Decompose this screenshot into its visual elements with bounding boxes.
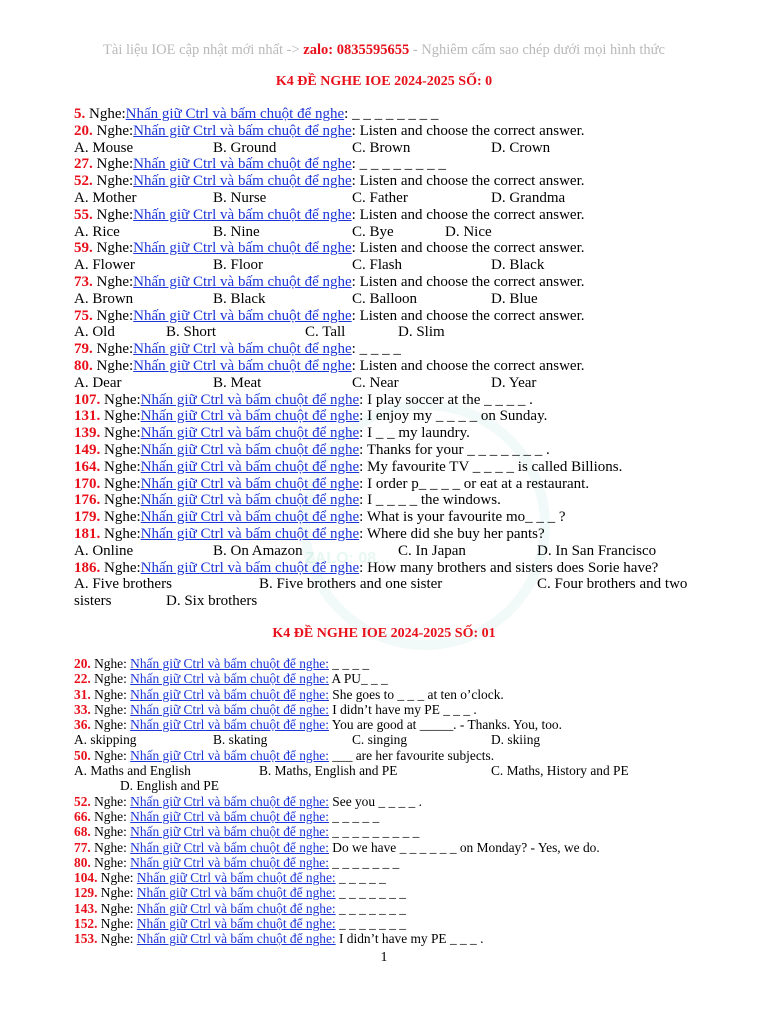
listen-link[interactable]: Nhấn giữ Ctrl và bấm chuột để nghe <box>140 441 360 458</box>
answer-option[interactable]: A. Dear <box>74 374 122 391</box>
answer-option[interactable]: B. skating <box>213 732 268 748</box>
question-line <box>74 156 724 173</box>
question-line <box>74 687 724 702</box>
question-prefix: Nghe: <box>90 747 131 763</box>
question-line <box>74 840 724 855</box>
header-zalo: zalo: 0835595655 <box>303 42 410 58</box>
watermark-text: ZALO: 08... <box>305 550 390 567</box>
section-title-01: K4 ĐỀ NGHE IOE 2024-2025 SỐ: 01 <box>272 626 496 641</box>
answer-option[interactable]: C. Tall <box>305 324 346 341</box>
listen-link[interactable]: Nhấn giữ Ctrl và bấm chuột để nghe <box>140 408 360 425</box>
listen-link[interactable]: Nhấn giữ Ctrl và bấm chuột để nghe: <box>130 824 329 840</box>
question-line <box>74 425 724 442</box>
question-line <box>74 308 724 325</box>
answer-option[interactable]: A. Mouse <box>74 139 134 156</box>
page-header <box>0 42 768 59</box>
question-number: 68. <box>74 824 91 840</box>
question-prefix: Nghe: <box>97 885 137 901</box>
question-prefix: Nghe: <box>90 656 131 671</box>
option-row <box>74 190 724 207</box>
question-line <box>74 392 724 409</box>
question-prefix: Nghe: <box>100 408 141 425</box>
question-number: 179. <box>74 509 101 526</box>
option-row <box>74 543 724 560</box>
listen-link[interactable]: Nhấn giữ Ctrl và bấm chuột để nghe <box>133 341 352 358</box>
question-line <box>74 526 724 543</box>
header-suffix: - Nghiêm cấm sao chép dưới mọi hình thức <box>409 42 665 58</box>
answer-option[interactable]: D. Crown <box>491 139 551 156</box>
listen-link[interactable]: Nhấn giữ Ctrl và bấm chuột để nghe <box>140 559 360 576</box>
listen-link[interactable]: Nhấn giữ Ctrl và bấm chuột để nghe: <box>130 839 329 855</box>
question-line <box>74 459 724 476</box>
section-0-questions <box>74 106 724 610</box>
question-text: : What is your favourite mo_ _ _ ? <box>359 509 566 526</box>
question-line <box>74 656 724 671</box>
listen-link[interactable]: Nhấn giữ Ctrl và bấm chuột để nghe <box>133 240 352 257</box>
question-line <box>74 173 724 190</box>
question-number: 55. <box>74 206 93 223</box>
question-prefix: Nghe: <box>100 441 141 458</box>
question-text: : Thanks for your _ _ _ _ _ _ _ . <box>359 441 550 458</box>
question-number: 186. <box>74 559 101 576</box>
question-prefix: Nghe: <box>100 509 141 526</box>
question-prefix: Nghe: <box>85 106 126 122</box>
listen-link[interactable]: Nhấn giữ Ctrl và bấm chuột để nghe <box>140 475 360 492</box>
option-row <box>74 324 724 341</box>
question-line <box>74 408 724 425</box>
answer-option[interactable]: A. Five brothers <box>74 576 172 593</box>
question-prefix: Nghe: <box>100 458 141 475</box>
question-text: See you _ _ _ _ . <box>328 793 422 809</box>
question-prefix: Nghe: <box>90 793 131 809</box>
listen-link[interactable]: Nhấn giữ Ctrl và bấm chuột để nghe: <box>130 793 329 809</box>
question-prefix: Nghe: <box>90 671 131 687</box>
question-number: 107. <box>74 391 101 408</box>
option-row <box>74 224 724 241</box>
listen-link[interactable]: Nhấn giữ Ctrl và bấm chuột để nghe: <box>136 870 336 886</box>
listen-link[interactable]: Nhấn giữ Ctrl và bấm chuột để nghe <box>133 273 352 290</box>
listen-link[interactable]: Nhấn giữ Ctrl và bấm chuột để nghe: <box>130 656 329 671</box>
question-number: 52. <box>74 793 91 809</box>
question-line <box>74 476 724 493</box>
answer-option[interactable]: A. Brown <box>74 290 134 307</box>
answer-option[interactable]: A. Maths and English <box>74 763 191 779</box>
question-prefix: Nghe: <box>100 391 141 408</box>
question-prefix: Nghe: <box>90 701 131 717</box>
option-row <box>74 140 724 157</box>
question-number: 80. <box>74 357 93 374</box>
question-prefix: Nghe: <box>92 357 134 374</box>
answer-option[interactable]: D. Grandma <box>491 189 566 206</box>
listen-link[interactable]: Nhấn giữ Ctrl và bấm chuột để nghe <box>133 307 352 324</box>
question-text: ___ are her favourite subjects. <box>328 747 495 763</box>
listen-link[interactable]: Nhấn giữ Ctrl và bấm chuột để nghe: <box>130 686 329 702</box>
question-line <box>74 717 724 732</box>
option-row <box>74 732 724 747</box>
question-prefix: Nghe: <box>97 900 137 916</box>
question-text: : Listen and choose the correct answer. <box>351 307 585 324</box>
question-text: : _ _ _ _ <box>351 341 401 358</box>
header-prefix: Tài liệu IOE cập nhật mới nhất -> <box>103 42 304 58</box>
question-prefix: Nghe: <box>100 525 141 542</box>
answer-option[interactable]: A. Old <box>74 324 115 341</box>
answer-option[interactable]: C. singing <box>352 732 408 748</box>
question-prefix: Nghe: <box>100 425 141 442</box>
answer-option[interactable]: D. skiing <box>491 732 541 748</box>
question-text: : Listen and choose the correct answer. <box>351 240 585 257</box>
question-prefix: Nghe: <box>92 122 134 139</box>
answer-option[interactable]: A. Flower <box>74 257 135 274</box>
question-number: 131. <box>74 408 101 425</box>
question-text: _ _ _ _ <box>328 656 370 671</box>
answer-option[interactable]: D. Year <box>491 374 537 391</box>
question-number: 152. <box>74 916 98 932</box>
question-text: _ _ _ _ _ _ _ _ _ <box>328 824 420 840</box>
question-text: : My favourite TV _ _ _ _ is called Billions. <box>359 458 623 475</box>
question-text: _ _ _ _ _ _ _ <box>328 854 400 870</box>
answer-option[interactable]: C. Father <box>352 189 408 206</box>
answer-option[interactable]: B. Floor <box>213 257 264 274</box>
question-line <box>74 106 724 123</box>
question-text: : I order p_ _ _ _ or eat at a restaurant. <box>359 475 590 492</box>
listen-link[interactable]: Nhấn giữ Ctrl và bấm chuột để nghe: <box>130 808 329 824</box>
listen-link[interactable]: Nhấn giữ Ctrl và bấm chuột để nghe <box>133 173 352 190</box>
answer-option[interactable]: C. Balloon <box>352 290 418 307</box>
question-line <box>74 560 724 577</box>
listen-link[interactable]: Nhấn giữ Ctrl và bấm chuột để nghe <box>140 425 360 442</box>
answer-option[interactable]: C. Near <box>352 374 399 391</box>
question-number: 66. <box>74 808 91 824</box>
question-text: : Listen and choose the correct answer. <box>351 122 585 139</box>
question-number: 59. <box>74 240 93 257</box>
question-line <box>74 870 724 885</box>
question-line <box>74 671 724 686</box>
listen-link[interactable]: Nhấn giữ Ctrl và bấm chuột để nghe <box>140 525 360 542</box>
question-line <box>74 885 724 900</box>
question-number: 170. <box>74 475 101 492</box>
answer-option[interactable]: D. Blue <box>491 290 538 307</box>
option-row <box>74 763 724 778</box>
option-row <box>74 593 724 610</box>
question-prefix: Nghe: <box>97 916 137 932</box>
question-prefix: Nghe: <box>92 307 134 324</box>
answer-option[interactable]: A. Rice <box>74 223 120 240</box>
question-line <box>74 509 724 526</box>
answer-option[interactable]: A. skipping <box>74 732 137 748</box>
answer-option[interactable]: B. Meat <box>213 374 262 391</box>
question-number: 104. <box>74 870 98 886</box>
question-text: : I enjoy my _ _ _ _ on Sunday. <box>359 408 548 425</box>
answer-option[interactable]: B. Maths, English and PE <box>259 763 398 779</box>
question-line <box>74 748 724 763</box>
question-prefix: Nghe: <box>100 492 141 509</box>
question-prefix: Nghe: <box>97 870 137 886</box>
question-text: _ _ _ _ _ <box>335 870 386 886</box>
listen-link[interactable]: Nhấn giữ Ctrl và bấm chuột để nghe <box>133 206 352 223</box>
question-text: : I play soccer at the _ _ _ _ . <box>359 391 533 408</box>
question-prefix: Nghe: <box>90 808 131 824</box>
question-text: : Where did she buy her pants? <box>359 525 545 542</box>
question-prefix: Nghe: <box>90 686 131 702</box>
question-number: 164. <box>74 458 101 475</box>
listen-link[interactable]: Nhấn giữ Ctrl và bấm chuột để nghe <box>125 106 345 122</box>
question-prefix: Nghe: <box>92 156 134 173</box>
question-prefix: Nghe: <box>90 824 131 840</box>
question-number: 22. <box>74 671 91 687</box>
listen-link[interactable]: Nhấn giữ Ctrl và bấm chuột để nghe <box>133 357 352 374</box>
option-row <box>74 576 724 593</box>
question-text: She goes to _ _ _ at ten o’clock. <box>328 686 504 702</box>
question-prefix: Nghe: <box>100 475 141 492</box>
listen-link[interactable]: Nhấn giữ Ctrl và bấm chuột để nghe <box>140 458 360 475</box>
question-number: 52. <box>74 173 93 190</box>
question-number: 181. <box>74 525 101 542</box>
answer-option[interactable]: C. Flash <box>352 257 403 274</box>
listen-link[interactable]: Nhấn giữ Ctrl và bấm chuột để nghe <box>140 492 360 509</box>
question-prefix: Nghe: <box>90 839 131 855</box>
question-text: : Listen and choose the correct answer. <box>351 357 585 374</box>
answer-option[interactable]: B. Nurse <box>213 189 267 206</box>
question-prefix: Nghe: <box>92 240 134 257</box>
question-number: 27. <box>74 156 93 173</box>
question-text: : Listen and choose the correct answer. <box>351 273 585 290</box>
question-number: 129. <box>74 885 98 901</box>
question-number: 20. <box>74 122 93 139</box>
listen-link[interactable]: Nhấn giữ Ctrl và bấm chuột để nghe: <box>130 671 329 687</box>
answer-option[interactable]: A. Mother <box>74 189 137 206</box>
option-row <box>74 291 724 308</box>
answer-option[interactable]: C. Four brothers and two <box>537 576 688 593</box>
question-line <box>74 931 724 946</box>
listen-link[interactable]: Nhấn giữ Ctrl và bấm chuột để nghe <box>133 156 352 173</box>
answer-option[interactable]: D. Nice <box>445 223 492 240</box>
listen-link[interactable]: Nhấn giữ Ctrl và bấm chuột để nghe: <box>130 717 329 733</box>
question-prefix: Nghe: <box>92 273 134 290</box>
listen-link[interactable]: Nhấn giữ Ctrl và bấm chuột để nghe: <box>136 900 336 916</box>
question-number: 153. <box>74 931 98 947</box>
page-number: 1 <box>380 950 388 965</box>
option-row <box>74 778 724 793</box>
question-line <box>74 358 724 375</box>
question-number: 143. <box>74 900 98 916</box>
option-row <box>74 257 724 274</box>
answer-option[interactable]: C. Bye <box>352 223 394 240</box>
question-number: 20. <box>74 656 91 671</box>
answer-option[interactable]: B. Short <box>166 324 217 341</box>
listen-link[interactable]: Nhấn giữ Ctrl và bấm chuột để nghe <box>140 509 360 526</box>
question-text: _ _ _ _ _ <box>328 808 380 824</box>
question-line <box>74 824 724 839</box>
answer-option[interactable]: sisters <box>74 593 112 610</box>
question-text: : How many brothers and sisters does Sorie have? <box>359 559 659 576</box>
question-line <box>74 794 724 809</box>
question-text: : I _ _ _ _ the windows. <box>359 492 501 509</box>
listen-link[interactable]: Nhấn giữ Ctrl và bấm chuột để nghe: <box>130 701 329 717</box>
question-prefix: Nghe: <box>90 854 131 870</box>
question-text: You are good at _____. - Thanks. You, too. <box>328 717 562 733</box>
answer-option[interactable]: D. English and PE <box>120 778 219 794</box>
question-number: 139. <box>74 425 101 442</box>
answer-option[interactable]: B. Black <box>213 290 266 307</box>
question-line <box>74 341 724 358</box>
question-text: I didn’t have my PE _ _ _ . <box>328 701 477 717</box>
question-text: Do we have _ _ _ _ _ _ on Monday? - Yes, we do. <box>328 839 600 855</box>
question-number: 5. <box>74 106 86 122</box>
question-line <box>74 240 724 257</box>
listen-link[interactable]: Nhấn giữ Ctrl và bấm chuột để nghe: <box>130 854 329 870</box>
answer-option[interactable]: C. Brown <box>352 139 411 156</box>
section-title-0: K4 ĐỀ NGHE IOE 2024-2025 SỐ: 0 <box>275 74 493 89</box>
question-text: _ _ _ _ _ _ _ <box>335 916 406 932</box>
answer-option[interactable]: D. Six brothers <box>166 593 258 610</box>
answer-option[interactable]: B. On Amazon <box>213 542 303 559</box>
listen-link[interactable]: Nhấn giữ Ctrl và bấm chuột để nghe: <box>136 931 336 947</box>
question-number: 80. <box>74 854 91 870</box>
answer-option[interactable]: D. Slim <box>398 324 445 341</box>
question-prefix: Nghe: <box>97 931 137 947</box>
question-line <box>74 809 724 824</box>
question-text: I didn’t have my PE _ _ _ . <box>335 931 484 947</box>
question-text: : _ _ _ _ _ _ _ _ <box>351 156 446 173</box>
question-prefix: Nghe: <box>92 341 134 358</box>
answer-option[interactable]: A. Online <box>74 542 134 559</box>
section-01-questions <box>74 656 724 947</box>
question-prefix: Nghe: <box>90 717 131 733</box>
question-number: 75. <box>74 307 93 324</box>
question-text: _ _ _ _ _ _ _ <box>335 885 406 901</box>
question-prefix: Nghe: <box>100 559 141 576</box>
question-line <box>74 207 724 224</box>
question-line <box>74 855 724 870</box>
question-prefix: Nghe: <box>92 173 134 190</box>
question-number: 36. <box>74 717 91 733</box>
question-text: _ _ _ _ _ _ _ <box>335 900 406 916</box>
question-number: 79. <box>74 341 93 358</box>
question-number: 33. <box>74 701 91 717</box>
answer-option[interactable]: B. Five brothers and one sister <box>259 576 443 593</box>
question-number: 77. <box>74 839 91 855</box>
question-number: 149. <box>74 441 101 458</box>
question-line <box>74 442 724 459</box>
option-row <box>74 375 724 392</box>
question-prefix: Nghe: <box>92 206 134 223</box>
listen-link[interactable]: Nhấn giữ Ctrl và bấm chuột để nghe: <box>136 916 336 932</box>
question-number: 73. <box>74 273 93 290</box>
question-text: : Listen and choose the correct answer. <box>351 173 585 190</box>
question-line <box>74 274 724 291</box>
listen-link[interactable]: Nhấn giữ Ctrl và bấm chuột để nghe <box>133 122 352 139</box>
question-text: : Listen and choose the correct answer. <box>351 206 585 223</box>
question-line <box>74 702 724 717</box>
answer-option[interactable]: B. Ground <box>213 139 277 156</box>
question-number: 50. <box>74 747 91 763</box>
question-line <box>74 901 724 916</box>
listen-link[interactable]: Nhấn giữ Ctrl và bấm chuột để nghe <box>140 391 360 408</box>
question-line <box>74 123 724 140</box>
listen-link[interactable]: Nhấn giữ Ctrl và bấm chuột để nghe: <box>136 885 336 901</box>
question-number: 176. <box>74 492 101 509</box>
question-line <box>74 916 724 931</box>
answer-option[interactable]: D. In San Francisco <box>537 542 657 559</box>
question-text: : _ _ _ _ _ _ _ _ <box>344 106 439 122</box>
answer-option[interactable]: C. Maths, History and PE <box>491 763 629 779</box>
answer-option[interactable]: D. Black <box>491 257 545 274</box>
listen-link[interactable]: Nhấn giữ Ctrl và bấm chuột để nghe: <box>130 747 329 763</box>
question-text: A PU_ _ _ <box>328 671 388 687</box>
answer-option[interactable]: C. In Japan <box>398 542 466 559</box>
question-number: 31. <box>74 686 91 702</box>
question-line <box>74 492 724 509</box>
answer-option[interactable]: B. Nine <box>213 223 260 240</box>
question-text: : I _ _ my laundry. <box>359 425 470 442</box>
